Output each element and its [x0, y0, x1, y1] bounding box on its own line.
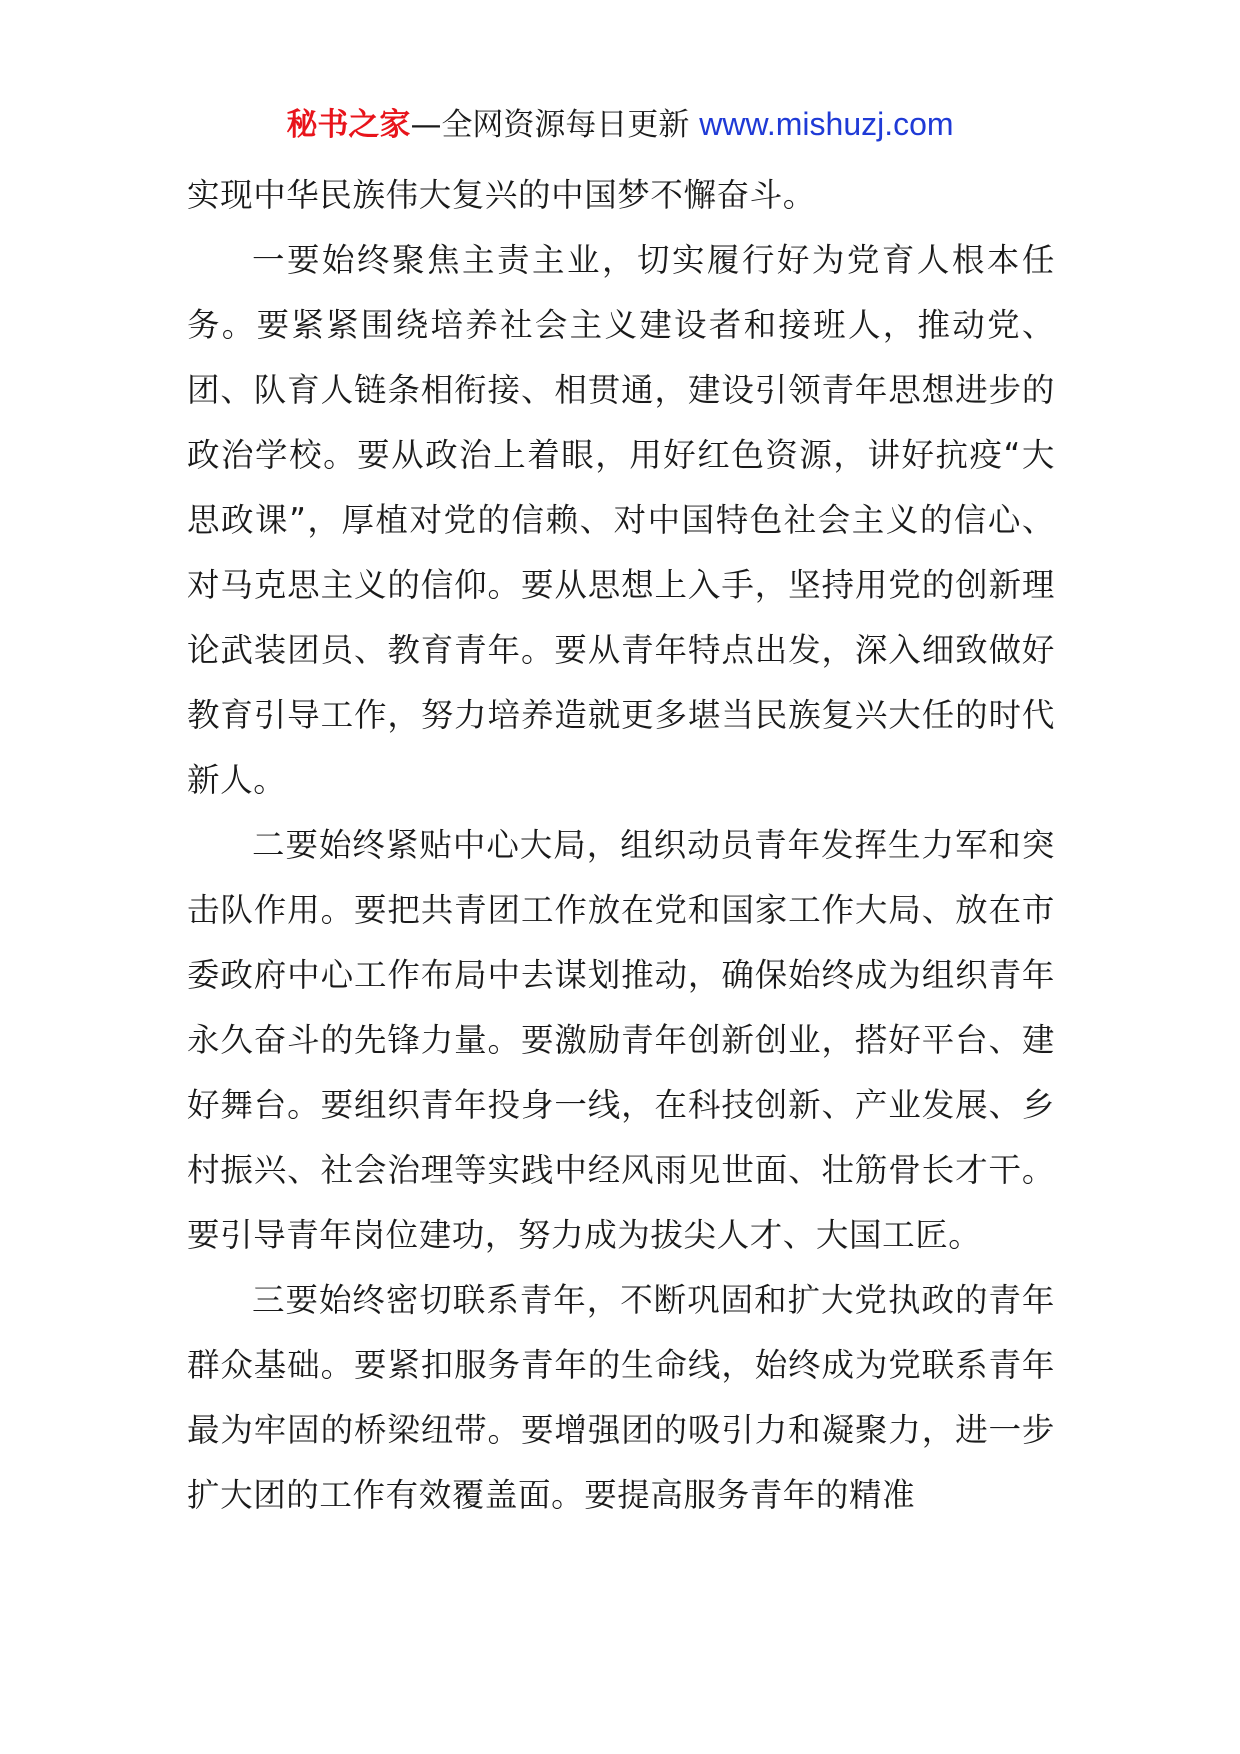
site-url-link[interactable]: www.mishuzj.com	[699, 106, 954, 142]
document-body	[187, 163, 1055, 1528]
site-slogan: —全网资源每日更新	[410, 107, 700, 143]
paragraph-point-three: 三要始终密切联系青年，不断巩固和扩大党执政的青年群众基础。要紧扣服务青年的生命线，始终成为党联系青年最为牢固的桥梁纽带。要增强团的吸引力和凝聚力，进一步扩大团的工作有效覆盖面。要提高服务青年的精准	[187, 1281, 1055, 1514]
site-header	[0, 100, 1240, 149]
paragraph-point-one: 一要始终聚焦主责主业，切实履行好为党育人根本任务。要紧紧围绕培养社会主义建设者和接班人，推动党、团、队育人链条相衔接、相贯通，建设引领青年思想进步的政治学校。要从政治上着眼，用好红色资源，讲好抗疫“大思政课”，厚植对党的信赖、对中国特色社会主义的信心、对马克思主义的信仰。要从思想上入手，坚持用党的创新理论武装团员、教育青年。要从青年特点出发，深入细致做好教育引导工作，努力培养造就更多堪当民族复兴大任的时代新人。	[187, 241, 1055, 799]
paragraph-point-two: 二要始终紧贴中心大局，组织动员青年发挥生力军和突击队作用。要把共青团工作放在党和国家工作大局、放在市委政府中心工作布局中去谋划推动，确保始终成为组织青年永久奋斗的先锋力量。要激励青年创新创业，搭好平台、建好舞台。要组织青年投身一线，在科技创新、产业发展、乡村振兴、社会治理等实践中经风雨见世面、壮筋骨长才干。要引导青年岗位建功，努力成为拔尖人才、大国工匠。	[187, 826, 1055, 1254]
site-brand: 秘书之家	[286, 107, 411, 143]
paragraph-continuation: 实现中华民族伟大复兴的中国梦不懈奋斗。	[187, 176, 816, 214]
